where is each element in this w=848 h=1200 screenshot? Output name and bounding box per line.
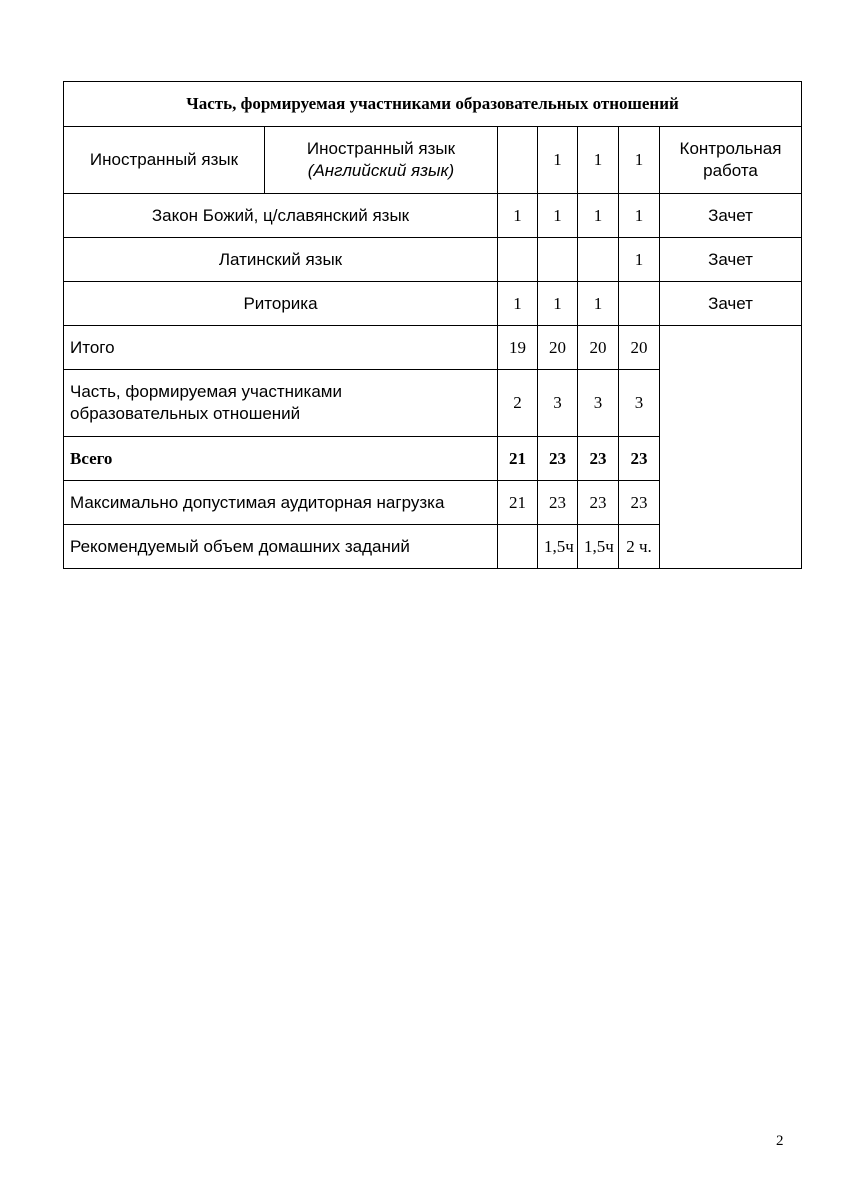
grade-4-cell: 1 bbox=[619, 194, 660, 238]
assessment-cell: Зачет bbox=[660, 194, 802, 238]
grade-1-cell: 21 bbox=[498, 481, 538, 525]
grade-2-cell: 20 bbox=[538, 326, 578, 370]
grade-4-cell: 23 bbox=[619, 481, 660, 525]
table-row bbox=[64, 194, 802, 238]
totals-label: Максимально допустимая аудиторная нагрузка bbox=[64, 481, 498, 525]
grade-1-cell: 1 bbox=[498, 282, 538, 326]
assessment-cell: Зачет bbox=[660, 238, 802, 282]
grade-4-cell: 1 bbox=[619, 238, 660, 282]
grade-3-cell: 23 bbox=[578, 481, 619, 525]
grade-2-cell: 1 bbox=[538, 194, 578, 238]
totals-label-line-1: Часть, формируемая участниками bbox=[70, 382, 342, 401]
assessment-line-1: Контрольная bbox=[679, 139, 782, 158]
subject-area-cell: Иностранный язык bbox=[64, 127, 265, 194]
section-header: Часть, формируемая участниками образовательных отношений bbox=[64, 82, 802, 127]
table-row bbox=[64, 282, 802, 326]
grade-3-cell: 1 bbox=[578, 282, 619, 326]
grade-3-cell: 1 bbox=[578, 194, 619, 238]
grade-1-cell: 2 bbox=[498, 370, 538, 437]
assessment-line-2: работа bbox=[703, 161, 758, 180]
grade-2-cell: 1 bbox=[538, 127, 578, 194]
grade-4-cell bbox=[619, 282, 660, 326]
grade-2-cell: 3 bbox=[538, 370, 578, 437]
grade-3-cell: 23 bbox=[578, 437, 619, 481]
grade-2-cell bbox=[538, 238, 578, 282]
grade-3-cell: 1 bbox=[578, 127, 619, 194]
totals-row bbox=[64, 326, 802, 370]
grade-2-cell: 23 bbox=[538, 437, 578, 481]
table-row bbox=[64, 127, 802, 194]
grade-4-cell: 2 ч. bbox=[619, 525, 660, 569]
subject-name: Иностранный язык bbox=[306, 139, 456, 158]
grade-4-cell: 1 bbox=[619, 127, 660, 194]
subject-cell: Латинский язык bbox=[64, 238, 498, 282]
grade-1-cell: 1 bbox=[498, 194, 538, 238]
section-header-row bbox=[64, 82, 802, 127]
totals-label: Всего bbox=[64, 437, 498, 481]
totals-label bbox=[64, 370, 498, 437]
totals-label: Итого bbox=[64, 326, 498, 370]
page-number: 2 bbox=[776, 1133, 784, 1149]
grade-1-cell bbox=[498, 525, 538, 569]
assessment-cell bbox=[660, 127, 802, 194]
totals-label: Рекомендуемый объем домашних заданий bbox=[64, 525, 498, 569]
grade-1-cell: 19 bbox=[498, 326, 538, 370]
table-row bbox=[64, 238, 802, 282]
grade-1-cell: 21 bbox=[498, 437, 538, 481]
grade-3-cell bbox=[578, 238, 619, 282]
grade-2-cell: 1,5ч bbox=[538, 525, 578, 569]
subject-cell: Риторика bbox=[64, 282, 498, 326]
curriculum-table bbox=[63, 81, 802, 569]
subject-note: (Английский язык) bbox=[307, 161, 455, 180]
grade-1-cell bbox=[498, 238, 538, 282]
subject-cell bbox=[265, 127, 498, 194]
grade-2-cell: 1 bbox=[538, 282, 578, 326]
grade-1-cell bbox=[498, 127, 538, 194]
assessment-cell: Зачет bbox=[660, 282, 802, 326]
grade-4-cell: 23 bbox=[619, 437, 660, 481]
totals-label-line-2: образовательных отношений bbox=[70, 404, 301, 423]
grade-4-cell: 3 bbox=[619, 370, 660, 437]
grade-2-cell: 23 bbox=[538, 481, 578, 525]
empty-merged-cell bbox=[660, 326, 802, 569]
grade-3-cell: 20 bbox=[578, 326, 619, 370]
grade-3-cell: 3 bbox=[578, 370, 619, 437]
grade-4-cell: 20 bbox=[619, 326, 660, 370]
subject-cell: Закон Божий, ц/славянский язык bbox=[64, 194, 498, 238]
grade-3-cell: 1,5ч bbox=[578, 525, 619, 569]
